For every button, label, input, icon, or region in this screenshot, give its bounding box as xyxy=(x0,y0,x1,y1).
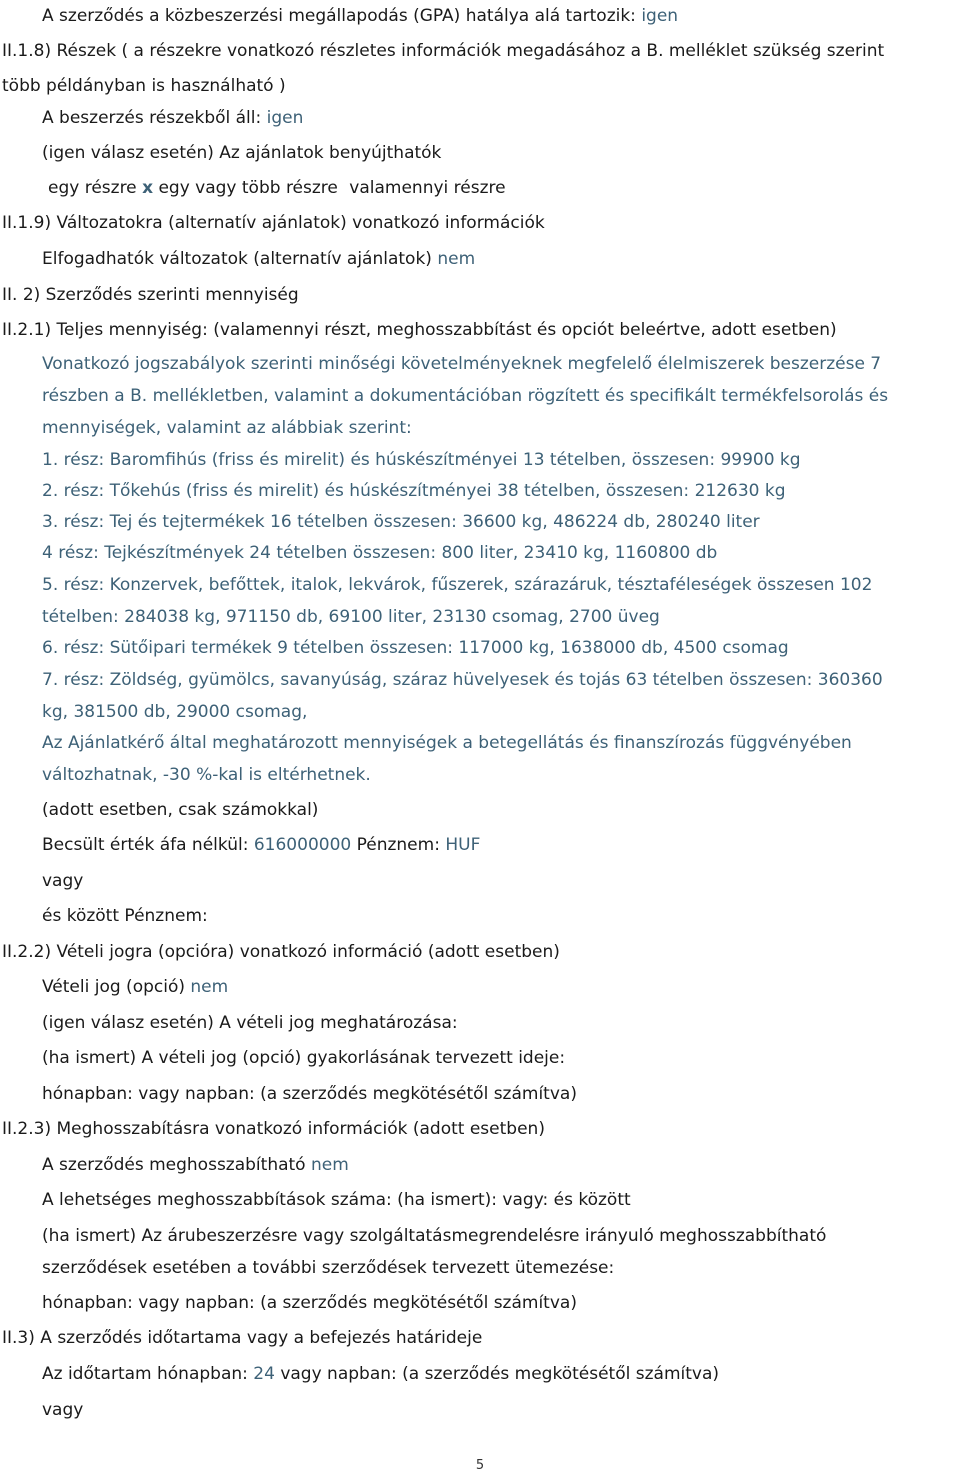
between-currency-line: és között Pénznem: xyxy=(42,906,208,926)
or-text: vagy xyxy=(42,871,84,891)
quantity-line-part-6: 6. rész: Sütőipari termékek 9 tételben összesen: 117000 kg, 1638000 db, 4500 csomag xyxy=(42,638,789,658)
duration-value: 24 xyxy=(253,1364,275,1384)
option-label: Vételi jog (opció) xyxy=(42,977,185,997)
quantity-line-part-7-cont: kg, 381500 db, 29000 csomag, xyxy=(42,702,308,722)
option-definition: (igen válasz esetén) A vételi jog meghatározása: xyxy=(42,1013,458,1033)
numbers-only-note: (adott esetben, csak számokkal) xyxy=(42,800,319,820)
months-days-line: hónapban: vagy napban: (a szerződés megkötésétől számítva) xyxy=(42,1084,577,1104)
variants-label: Elfogadhatók változatok (alternatív ajánlatok) xyxy=(42,249,432,269)
duration-label: Az időtartam hónapban: xyxy=(42,1364,248,1384)
section-ii-1-8-heading-cont: több példányban is használható ) xyxy=(2,76,286,96)
duration-line xyxy=(42,1364,719,1384)
parts-label: A beszerzés részekből áll: xyxy=(42,108,262,128)
estimated-value: 616000000 xyxy=(253,835,352,855)
section-ii-2-3-heading: II.2.3) Meghosszabításra vonatkozó információk (adott esetben) xyxy=(2,1119,545,1139)
quantity-line: részben a B. mellékletben, valamint a dokumentációban rögzített és specifikált termékfelsorolás és xyxy=(42,386,889,406)
months-days-line: hónapban: vagy napban: (a szerződés megkötésétől számítva) xyxy=(42,1293,577,1313)
section-ii-2-1-heading: II.2.1) Teljes mennyiség: (valamennyi részt, meghosszabbítást és opciót beleértve, adott esetben) xyxy=(2,320,837,340)
quantity-line: Vonatkozó jogszabályok szerinti minőségi követelményeknek megfelelő élelmiszerek beszerzése 7 xyxy=(42,354,882,374)
estimated-value-label: Becsült érték áfa nélkül: xyxy=(42,835,249,855)
section-ii-3-heading: II.3) A szerződés időtartama vagy a befejezés határideje xyxy=(2,1328,483,1348)
variants-line xyxy=(42,249,475,269)
section-ii-2-heading: II. 2) Szerződés szerinti mennyiség xyxy=(2,285,299,305)
quantity-line-part-4: 4 rész: Tejkészítmények 24 tételben összesen: 800 liter, 23410 kg, 1160800 db xyxy=(42,543,718,563)
quantity-line-part-1: 1. rész: Baromfihús (friss és mirelit) és húskészítményei 13 tételben, összesen: 99900 kg xyxy=(42,450,801,470)
option-value: nem xyxy=(190,977,229,997)
option-all-parts: valamennyi részre xyxy=(349,178,506,198)
option-planned-time: (ha ismert) A vételi jog (opció) gyakorlásának tervezett ideje: xyxy=(42,1048,566,1068)
page-number: 5 xyxy=(475,1458,485,1473)
section-ii-1-9-heading: II.1.9) Változatokra (alternatív ajánlatok) vonatkozó információk xyxy=(2,213,545,233)
section-ii-1-8-heading: II.1.8) Részek ( a részekre vonatkozó részletes információk megadásához a B. melléklet szükség szerint xyxy=(2,41,885,61)
bids-label: (igen válasz esetén) Az ajánlatok benyújthatók xyxy=(42,143,442,163)
gpa-value: igen xyxy=(641,6,679,26)
bid-options-line xyxy=(48,178,506,198)
extension-line xyxy=(42,1155,349,1175)
duration-label-cont: vagy napban: (a szerződés megkötésétől számítva) xyxy=(280,1364,720,1384)
extension-schedule-cont: szerződések esetében a további szerződések tervezett ütemezése: xyxy=(42,1258,615,1278)
quantity-line-part-5: 5. rész: Konzervek, befőttek, italok, lekvárok, fűszerek, szárazáruk, tésztaféleségek összesen 102 xyxy=(42,575,873,595)
parts-line xyxy=(42,108,303,128)
option-line xyxy=(42,977,228,997)
option-one-part: egy részre xyxy=(48,178,137,198)
quantity-line-note: Az Ajánlatkérő által meghatározott mennyiségek a betegellátás és finanszírozás függvényében xyxy=(42,733,852,753)
quantity-line-part-2: 2. rész: Tőkehús (friss és mirelit) és húskészítményei 38 tételben, összesen: 212630 kg xyxy=(42,481,786,501)
currency-value: HUF xyxy=(445,835,481,855)
extension-schedule: (ha ismert) Az árubeszerzésre vagy szolgáltatásmegrendelésre irányuló meghosszabbítható xyxy=(42,1226,827,1246)
extension-count: A lehetséges meghosszabbítások száma: (ha ismert): vagy: és között xyxy=(42,1190,631,1210)
or-text: vagy xyxy=(42,1400,84,1420)
extension-value: nem xyxy=(310,1155,349,1175)
parts-value: igen xyxy=(266,108,304,128)
gpa-line xyxy=(42,6,678,26)
currency-label: Pénznem: xyxy=(356,835,440,855)
quantity-line-part-7: 7. rész: Zöldség, gyümölcs, savanyúság, száraz hüvelyesek és tojás 63 tételben összesen: 360360 xyxy=(42,670,883,690)
quantity-line-note-cont: változhatnak, -30 %-kal is eltérhetnek. xyxy=(42,765,371,785)
quantity-line: mennyiségek, valamint az alábbiak szerint: xyxy=(42,418,412,438)
extension-label: A szerződés meghosszabítható xyxy=(42,1155,306,1175)
option-selected-mark: x xyxy=(142,178,154,198)
option-more-parts: egy vagy több részre xyxy=(158,178,338,198)
section-ii-2-2-heading: II.2.2) Vételi jogra (opcióra) vonatkozó információ (adott esetben) xyxy=(2,942,560,962)
variants-value: nem xyxy=(437,249,476,269)
quantity-line-part-3: 3. rész: Tej és tejtermékek 16 tételben összesen: 36600 kg, 486224 db, 280240 liter xyxy=(42,512,760,532)
gpa-label: A szerződés a közbeszerzési megállapodás (GPA) hatálya alá tartozik: xyxy=(42,6,636,26)
quantity-line-part-5-cont: tételben: 284038 kg, 971150 db, 69100 liter, 23130 csomag, 2700 üveg xyxy=(42,607,660,627)
estimated-value-line xyxy=(42,835,480,855)
